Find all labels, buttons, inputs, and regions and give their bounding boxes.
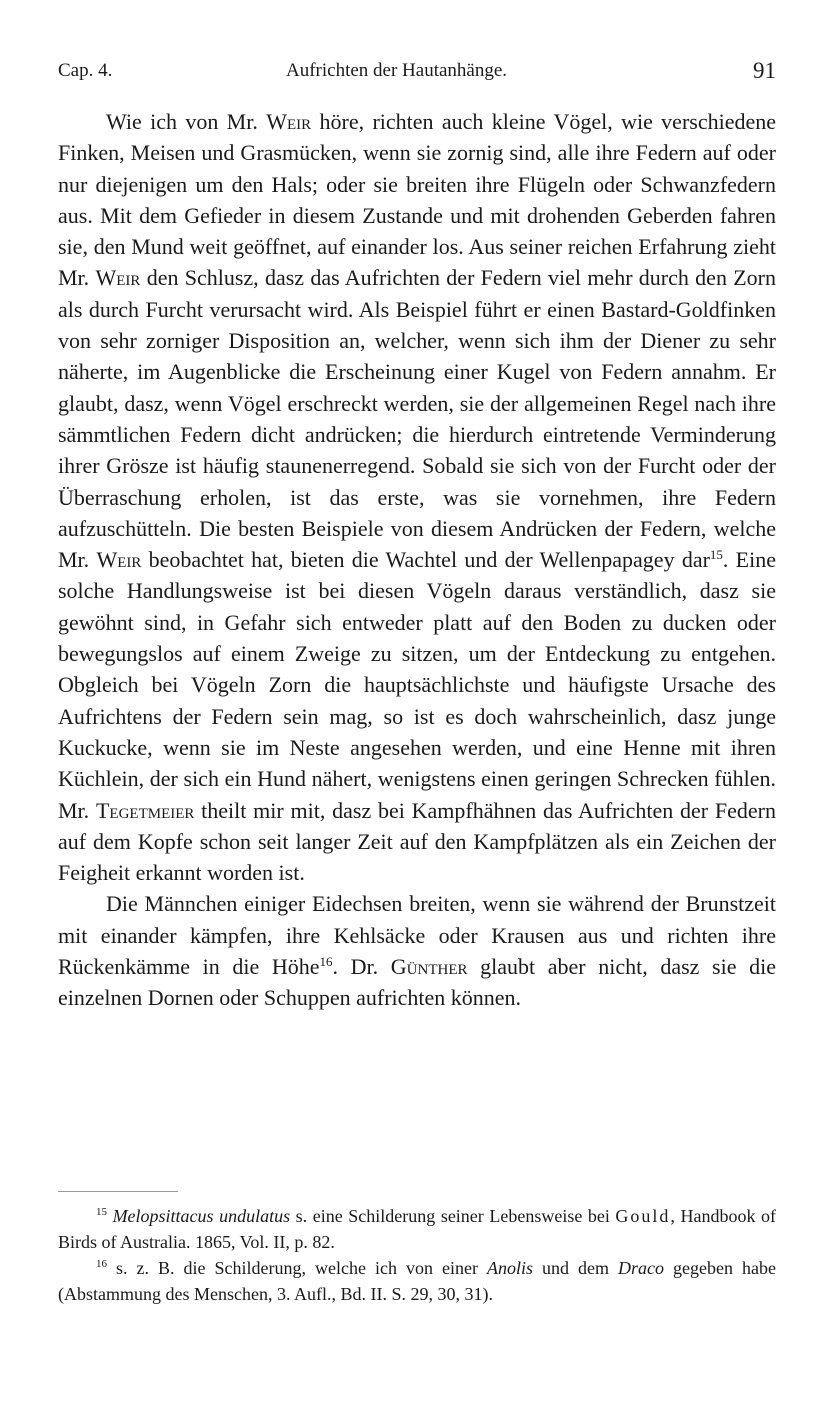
text-run: Die Männchen einiger Eidechsen breiten, wenn sie während der Brunstzeit mit einander kämpfen, ihre Kehlsäcke oder Krausen aus und richten ihre Rückenkämme in die Höhe	[58, 891, 776, 980]
footnote-divider	[58, 1191, 178, 1192]
species-name: Melopsittacus undulatus	[112, 1206, 291, 1226]
author-name: Weir	[95, 265, 141, 291]
text-run: glaubt aber nicht, dasz sie die einzelnen Dornen oder Schuppen aufrichten können.	[58, 954, 777, 1011]
author-name: Weir	[266, 109, 312, 134]
text-run: , Handbook of Birds of Australia. 1865, Vol. II, p. 82.	[58, 1206, 777, 1252]
footnotes	[58, 1203, 776, 1307]
body-text	[58, 106, 776, 1014]
chapter-label: Cap. 4.	[58, 60, 113, 81]
paragraph-lizards	[58, 888, 776, 1013]
author-name: Gould	[615, 1206, 671, 1226]
footnote-marker: 16	[96, 1258, 107, 1270]
footnote-15	[58, 1203, 776, 1255]
author-name: Tegetmeier	[95, 797, 195, 823]
footnote-marker: 15	[96, 1206, 107, 1218]
paragraph-birds	[58, 106, 776, 888]
text-run: und dem	[533, 1258, 619, 1278]
footnote-reference-16[interactable]: 16	[319, 954, 333, 970]
text-run: . Eine solche Handlungsweise ist bei diesen Vögeln daraus verständlich, dasz sie gewöhnt sind, in Gefahr sich entweder platt auf den Boden zu ducken oder bewegungslos auf einem Zweige zu sitzen, um der Entdeckung zu entgehen. Obgleich bei Vögeln Zorn die hauptsächlichste und häufigste Ursache des Aufrichtens der Federn sein mag, so ist es doch wahrscheinlich, dasz junge Kuckucke, wenn sie im Neste angesehen werden, und eine Henne mit ihren Küchlein, der sich ein Hund nähert, wenigstens einen geringen Schrecken fühlen. Mr.	[58, 547, 776, 823]
text-run: den Schlusz, dasz das Aufrichten der Federn viel mehr durch den Zorn als durch Furcht verursacht wird. Als Beispiel führt er einen Bastard-Goldfinken von sehr zorniger Disposition an, welcher, wenn sich ihm der Diener zu sehr näherte, im Augenblicke die Erscheinung einer Kugel von Federn annahm. Er glaubt, dasz, wenn Vögel erschreckt werden, sie der allgemeinen Regel nach ihre sämmtlichen Federn dicht andrücken; die hierdurch eintretende Verminderung ihrer Grösze ist häufig staunenerregend. Sobald sie sich von der Furcht oder der Überraschung erholen, ist das erste, was sie vornehmen, ihre Federn aufzuschütteln. Die besten Beispiele von diesem Andrücken der Federn, welche Mr.	[58, 265, 776, 573]
genus-name: Draco	[618, 1258, 665, 1278]
text-run: beobachtet hat, bieten die Wachtel und der Wellenpapagey dar	[141, 547, 710, 573]
running-head	[58, 58, 776, 88]
author-name: Weir	[96, 547, 142, 573]
text-run: Wie ich von Mr.	[106, 109, 267, 134]
text-run: s. eine Schilderung seiner Lebensweise bei	[290, 1206, 616, 1226]
genus-name: Anolis	[486, 1258, 533, 1278]
text-run: . Dr.	[332, 954, 391, 980]
text-run: gegeben habe (Abstammung des Menschen, 3. Aufl., Bd. II. S. 29, 30, 31).	[58, 1258, 776, 1304]
author-name: Günther	[390, 954, 468, 980]
page-number: 91	[753, 58, 776, 83]
text-run: höre, richten auch kleine Vögel, wie verschiedene Finken, Meisen und Grasmücken, wenn sie zornig sind, alle ihre Federn auf oder nur diejenigen um den Hals; oder sie breiten ihre Flügeln oder Schwanzfedern aus. Mit dem Gefieder in diesem Zustande und mit drohenden Geberden fahren sie, den Mund weit geöffnet, auf einander los. Aus seiner reichen Erfahrung zieht Mr.	[58, 109, 777, 291]
text-run: s. z. B. die Schilderung, welche ich von einer	[107, 1258, 487, 1278]
running-title: Aufrichten der Hautanhänge.	[286, 60, 508, 81]
footnote-reference-15[interactable]: 15	[709, 547, 723, 563]
text-run: theilt mir mit, dasz bei Kampfhähnen das Aufrichten der Federn auf dem Kopfe schon seit langer Zeit auf den Kampfplätzen als ein Zeichen der Feigheit erkannt worden ist.	[58, 797, 776, 886]
footnote-16	[58, 1255, 776, 1307]
